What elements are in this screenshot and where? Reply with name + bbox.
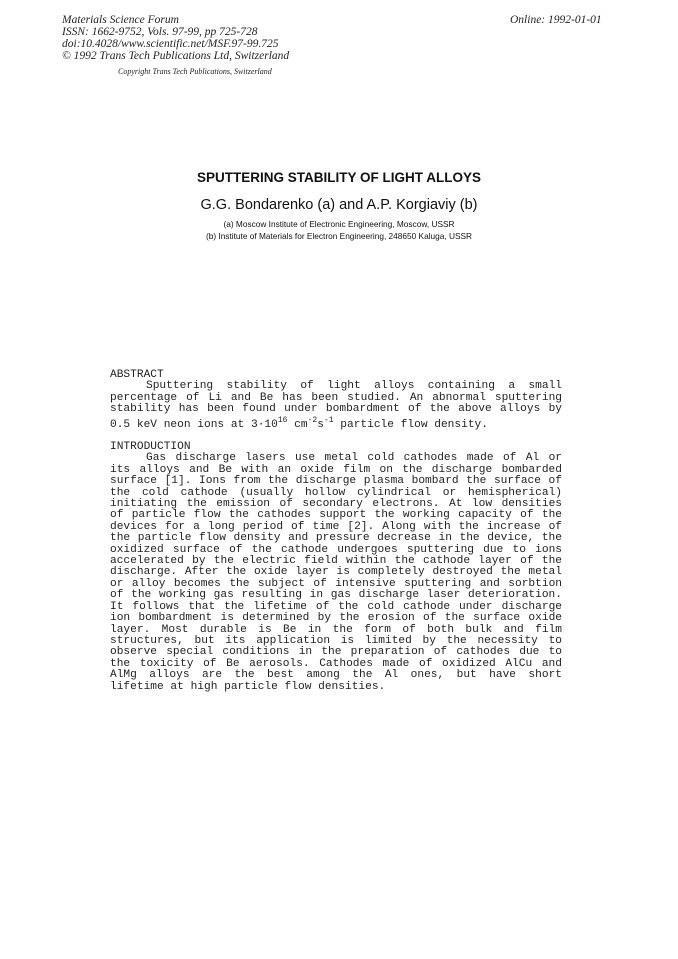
introduction-heading: INTRODUCTION — [110, 441, 191, 453]
introduction-line: oxidized surface of the cathode undergoes sputtering due to ions — [110, 543, 562, 556]
affiliation-a: (a) Moscow Institute of Electronic Engineering, Moscow, USSR — [223, 219, 455, 229]
issn-line: ISSN: 1662-9752, Vols. 97-99, pp 725-728 — [62, 26, 258, 38]
introduction-line: layer. Most durable is Be in the form of both bulk and film — [110, 623, 562, 636]
online-date: Online: 1992-01-01 — [510, 14, 602, 26]
abstract-line — [110, 415, 562, 431]
introduction-line: the particle flow density and pressure decrease in the device, the — [110, 532, 562, 545]
introduction-line: observe special conditions in the preparation of cathodes due to — [110, 646, 562, 659]
abstract-line: percentage of Li and Be has been studied. An abnormal sputtering — [110, 391, 562, 404]
introduction-line: accelerated by the electric field within the cathode layer of the — [110, 555, 562, 568]
superscript: -1 — [323, 415, 334, 425]
text: 0.5 keV neon ions at 3·10 — [110, 418, 278, 431]
introduction-line: of particle flow the cathodes support the working capacity of the — [110, 509, 562, 522]
text: particle flow density. — [333, 418, 488, 431]
text: cm — [287, 418, 308, 431]
authors: G.G. Bondarenko (a) and A.P. Korgiaviy (b) — [200, 197, 478, 213]
introduction-line: of the working gas resulting in gas discharge laser deterioration. — [110, 589, 562, 602]
introduction-line: lifetime at high particle flow densities. — [110, 680, 386, 693]
introduction-line: the toxicity of Be aerosols. Cathodes made of oxidized AlCu and — [110, 657, 562, 670]
introduction-line: ion bombardment is determined by the erosion of the surface oxide — [110, 612, 562, 625]
text: s — [317, 418, 324, 431]
introduction-body — [110, 453, 562, 693]
superscript: 16 — [277, 415, 288, 425]
introduction-section — [110, 442, 562, 693]
introduction-line: devices for a long period of time [2]. Along with the increase of — [110, 520, 562, 533]
abstract-line: stability has been found under bombardment of the above alloys by — [110, 403, 562, 416]
superscript: -2 — [307, 415, 318, 425]
abstract-heading: ABSTRACT — [110, 369, 164, 381]
introduction-line: its alloys and Be with an oxide film on the discharge bombarded — [110, 463, 562, 476]
copyright-line: © 1992 Trans Tech Publications Ltd, Switzerland — [62, 50, 290, 62]
introduction-line: discharge. After the oxide layer is completely destroyed the metal — [110, 566, 562, 579]
copyright-stamp: Copyright Trans Tech Publications, Switzerland — [118, 67, 272, 76]
introduction-line: It follows that the lifetime of the cold cathode under discharge — [110, 600, 562, 613]
introduction-line: the cold cathode (usually hollow cylindrical or hemispherical) — [110, 486, 562, 499]
introduction-line: surface [1]. Ions from the discharge plasma bombard the surface of — [110, 475, 562, 488]
abstract-line: Sputtering stability of light alloys containing a small — [146, 380, 562, 393]
journal-header — [62, 14, 289, 62]
paper-title: SPUTTERING STABILITY OF LIGHT ALLOYS — [196, 170, 481, 185]
introduction-line: structures, but its application is limited by the necessity to — [110, 634, 562, 647]
doi-line: doi:10.4028/www.scientific.net/MSF.97-99.725 — [62, 38, 279, 50]
introduction-line: initiating the emission of secondary electrons. At low densities — [110, 498, 562, 511]
introduction-line: Gas discharge lasers use metal cold cathodes made of Al or — [146, 452, 562, 465]
affiliation-b: (b) Institute of Materials for Electron Engineering, 248650 Kaluga, USSR — [205, 231, 473, 241]
abstract-section — [110, 370, 562, 431]
introduction-line: or alloy becomes the subject of intensive sputtering and sorbtion — [110, 577, 562, 590]
introduction-line: AlMg alloys are the best among the Al ones, but have short — [110, 669, 562, 682]
journal-name: Materials Science Forum — [62, 14, 179, 26]
